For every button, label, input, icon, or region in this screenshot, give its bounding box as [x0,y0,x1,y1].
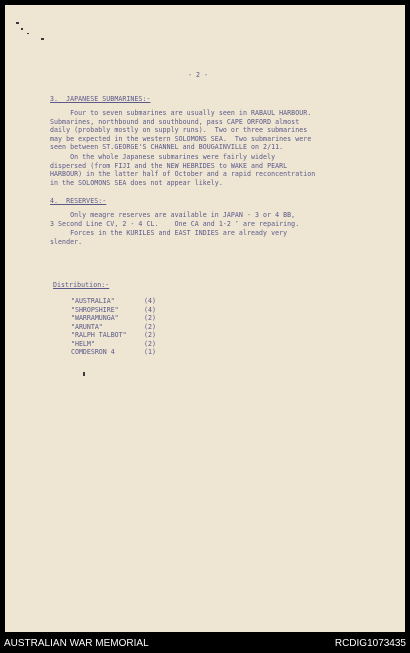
recipient-name: "SHROPSHIRE" [71,305,119,314]
text-line: may be expected in the western SOLOMONS SEA. Two submarines were [50,134,312,143]
record-id: RCDIG1073435 [334,638,406,649]
copy-count: (1) [144,348,156,356]
recipient-name: COMDESRON 4 [71,348,115,356]
copy-count: (2) [144,314,156,322]
section-4-heading: 4. RESERVES:- [50,197,107,205]
punch-mark [21,28,23,30]
archive-name: AUSTRALIAN WAR MEMORIAL [4,638,149,649]
text-line: slender. [50,237,83,246]
punch-mark [16,22,19,24]
document-page [5,5,405,632]
recipient-name: "AUSTRALIA" [71,297,115,305]
text-line: HARBOUR) in the latter half of October and a rapid reconcentration [50,170,316,178]
text-line: 3 Second Line CV, 2 - 4 CL. One CA and 1-2 ″ are repairing. [50,219,300,228]
text-line: Submarines, northbound and southbound, pass CAPE ORFORD almost [50,117,300,126]
recipient-name: "WARRAMUNGA" [71,314,119,322]
text-line: Forces in the KURILES and EAST INDIES are already very [50,229,288,237]
copy-count: (2) [144,322,156,331]
punch-mark [41,38,44,40]
punch-mark [27,33,29,34]
text-line: dispersed (from FIJI and the NEW HEBRIDES to WAKE and PEARL [50,161,288,170]
copy-count: (4) [144,305,156,314]
text-line: seen between ST.GEORGE'S CHANNEL and BOUGAINVILLE on 2/11. [50,143,284,151]
copy-count: (4) [144,297,156,305]
distribution-heading: Distribution:- [53,281,110,289]
ink-mark [83,372,85,376]
text-line: daily (probably mostly on supply runs). Two or three submarines [50,126,308,134]
text-line: Four to seven submarines are usually seen in RABAUL HARBOUR. [50,109,312,117]
archive-footer [0,634,410,653]
text-line: in the SOLOMONS SEA does not appear likely. [50,178,223,187]
page-number: - 2 - [188,71,209,79]
text-line: Only meagre reserves are available in JAPAN - 3 or 4 BB, [50,211,296,219]
text-line: On the whole Japanese submarines were fairly widely [50,153,276,161]
recipient-name: "RALPH TALBOT" [71,331,127,339]
section-3-heading: 3. JAPANESE SUBMARINES:- [50,95,151,103]
copy-count: (2) [144,339,156,348]
recipient-name: "HELM" [71,339,95,348]
copy-count: (2) [144,331,156,339]
recipient-name: "ARUNTA" [71,322,103,331]
